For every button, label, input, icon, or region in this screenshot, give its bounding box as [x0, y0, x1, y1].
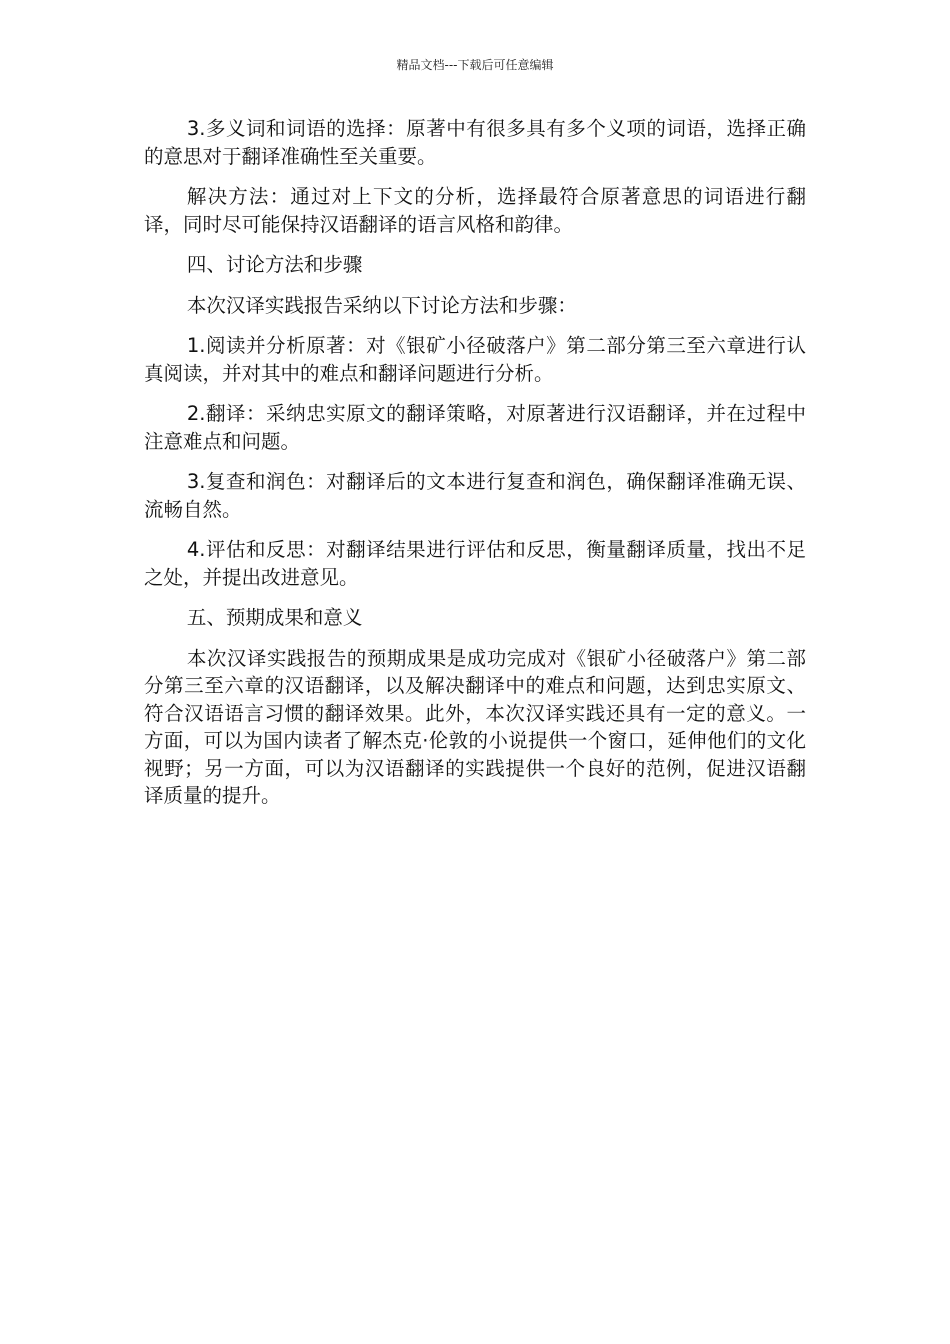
- paragraph-step-evaluate: 4.评估和反思：对翻译结果进行评估和反思，衡量翻译质量，找出不足之处，并提出改进意见。: [144, 538, 806, 589]
- paragraph-step-review: 3.复查和润色：对翻译后的文本进行复查和润色，确保翻译准确无误、流畅自然。: [144, 470, 806, 521]
- paragraph-solution: 解决方法：通过对上下文的分析，选择最符合原著意思的词语进行翻译，同时尽可能保持汉语翻译的语言风格和韵律。: [144, 185, 806, 236]
- page-header: 精品文档---下载后可任意编辑: [396, 58, 554, 72]
- paragraph-polysemy: 3.多义词和词语的选择：原著中有很多具有多个义项的词语，选择正确的意思对于翻译准确性至关重要。: [144, 117, 806, 168]
- document-body: [144, 115, 806, 823]
- paragraph-step-read: 1.阅读并分析原著：对《银矿小径破落户》第二部分第三至六章进行认真阅读，并对其中的难点和翻译问题进行分析。: [144, 334, 806, 385]
- section-heading-outcomes: 五、预期成果和意义: [186, 606, 363, 629]
- paragraph-outcomes: 本次汉译实践报告的预期成果是成功完成对《银矿小径破落户》第二部分第三至六章的汉语翻译，以及解决翻译中的难点和问题，达到忠实原文、符合汉语语言习惯的翻译效果。此外，本次汉译实践还具有一定的意义。一方面，可以为国内读者了解杰克·伦敦的小说提供一个窗口，延伸他们的文化视野；另一方面，可以为汉语翻译的实践提供一个良好的范例，促进汉语翻译质量的提升。: [144, 646, 806, 807]
- paragraph-methods-intro: 本次汉译实践报告采纳以下讨论方法和步骤：: [186, 293, 577, 317]
- paragraph-step-translate: 2.翻译：采纳忠实原文的翻译策略，对原著进行汉语翻译，并在过程中注意难点和问题。: [144, 402, 806, 453]
- section-heading-methods: 四、讨论方法和步骤: [186, 253, 363, 276]
